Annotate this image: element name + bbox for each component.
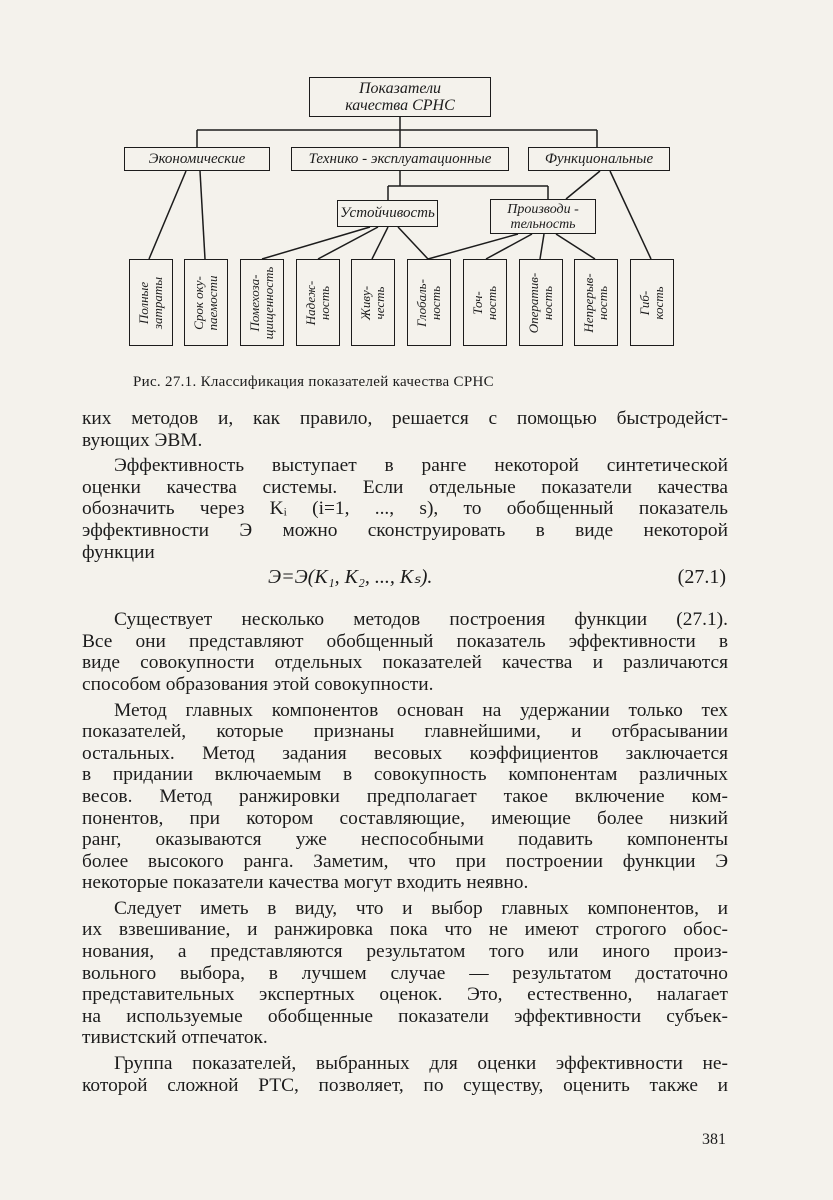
text-line: эффективности Э можно сконструировать в виде некоторой: [82, 519, 728, 541]
productivity-box: [490, 199, 596, 234]
leaf-label: Глобаль- ность: [414, 278, 443, 327]
text-line: Следует иметь в виду, что и выбор главных компонентов, и: [114, 897, 728, 919]
text-line: представительных экспертных оценок. Это, естественно, налагает: [82, 984, 728, 1006]
text-line: понентов, при котором составляющие, имеющие более низкий: [82, 807, 728, 829]
economic-box: [124, 147, 270, 171]
text-line: остальных. Метод задания весовых коэффициентов заключается: [82, 742, 728, 764]
text-line: обозначить через Kᵢ (i=1, ..., s), то обобщенный показатель: [82, 498, 728, 520]
leaf-continuity: [574, 259, 618, 346]
text-line: Метод главных компонентов основан на удержании только тех: [114, 699, 728, 721]
text-line: в придании включаемым в совокупность компонентам различных: [82, 764, 728, 786]
text-line: оценки качества системы. Если отдельные показатели качества: [82, 476, 728, 498]
technical-box: [291, 147, 509, 171]
leaf-label: Точ- ность: [470, 285, 499, 320]
text-line: более высокого ранга. Заметим, что при построении функции Э: [82, 850, 728, 872]
text-line: Группа показателей, выбранных для оценки эффективности не-: [114, 1053, 728, 1075]
text-line: функции: [82, 541, 155, 563]
stability-label: Устойчивость: [340, 205, 435, 221]
leaf-accuracy: [463, 259, 507, 346]
text-line: виде совокупности отдельных показателей качества и различаются: [82, 652, 728, 674]
leaf-survivability: [351, 259, 395, 346]
leaf-label: Помехоза- щищенность: [247, 266, 276, 339]
root-line1: Показатели: [358, 80, 442, 97]
text-line: на используемые обобщенные показатели эффективности субъек-: [82, 1005, 728, 1027]
body-text: [82, 408, 728, 1096]
stability-box: [337, 200, 438, 227]
leaf-label: Гиб- кость: [637, 285, 666, 320]
classification-diagram: [0, 0, 833, 380]
text-line: ранг, оказываются уже неспособными подавить компоненты: [82, 829, 728, 851]
functional-box: [528, 147, 670, 171]
leaf-label: Оператив- ность: [526, 272, 555, 333]
text-line: нования, а представляются результатом того или иного произ-: [82, 941, 728, 963]
productivity-line1: Производи -: [507, 201, 579, 217]
formula-expression: Э=Э(K₁, K₂, ..., Kₛ).: [268, 566, 433, 589]
text-line: Существует несколько методов построения функции (27.1).: [114, 609, 728, 631]
productivity-line2: тельность: [510, 216, 576, 232]
text-line: которой сложной РТС, позволяет, по существу, оценить также и: [82, 1074, 728, 1096]
text-line: вольного выбора, в лучшем случае — результатом достаточно: [82, 962, 728, 984]
root-box: [309, 77, 491, 117]
formula-number: (27.1): [677, 566, 726, 589]
text-line: некоторые показатели качества могут входить неявно.: [82, 872, 529, 894]
text-line: способом образования этой совокупности.: [82, 673, 434, 695]
leaf-globality: [407, 259, 451, 346]
leaf-flexibility: [630, 259, 674, 346]
leaf-label: Полные затраты: [136, 276, 165, 329]
leaf-label: Надеж- ность: [303, 280, 332, 325]
leaf-label: Непрерыв- ность: [581, 272, 610, 333]
text-line: их взвешивание, и ранжировка пока что не имеют строгого обос-: [82, 919, 728, 941]
figure-caption: Рис. 27.1. Классификация показателей качества СРНС: [133, 374, 494, 390]
text-line: ких методов и, как правило, решается с помощью быстродейст-: [82, 408, 728, 429]
leaf-label: Срок оку- паемости: [191, 275, 220, 330]
text-line: вующих ЭВМ.: [82, 429, 203, 451]
root-line2: качества СРНС: [345, 97, 455, 114]
functional-label: Функциональные: [544, 150, 654, 167]
technical-label: Технико - эксплуатационные: [308, 150, 492, 167]
leaf-total-costs: [129, 259, 173, 346]
leaf-efficiency: [519, 259, 563, 346]
text-line: Все они представляют обобщенный показатель эффективности в: [82, 630, 728, 652]
leaf-reliability: [296, 259, 340, 346]
leaf-noise-immunity: [240, 259, 284, 346]
page-number: 381: [702, 1131, 726, 1148]
text-line: показателей, которые признаны главнейшими, и отбрасывании: [82, 721, 728, 743]
text-line: тивистский отпечаток.: [82, 1027, 268, 1049]
text-line: Эффективность выступает в ранге некоторой синтетической: [114, 455, 728, 477]
formula-27-1: [82, 567, 728, 597]
leaf-label: Живу- честь: [358, 285, 387, 320]
economic-label: Экономические: [148, 150, 246, 167]
text-line: весов. Метод ранжировки предполагает такое включение ком-: [82, 785, 728, 807]
leaf-payback: [184, 259, 228, 346]
